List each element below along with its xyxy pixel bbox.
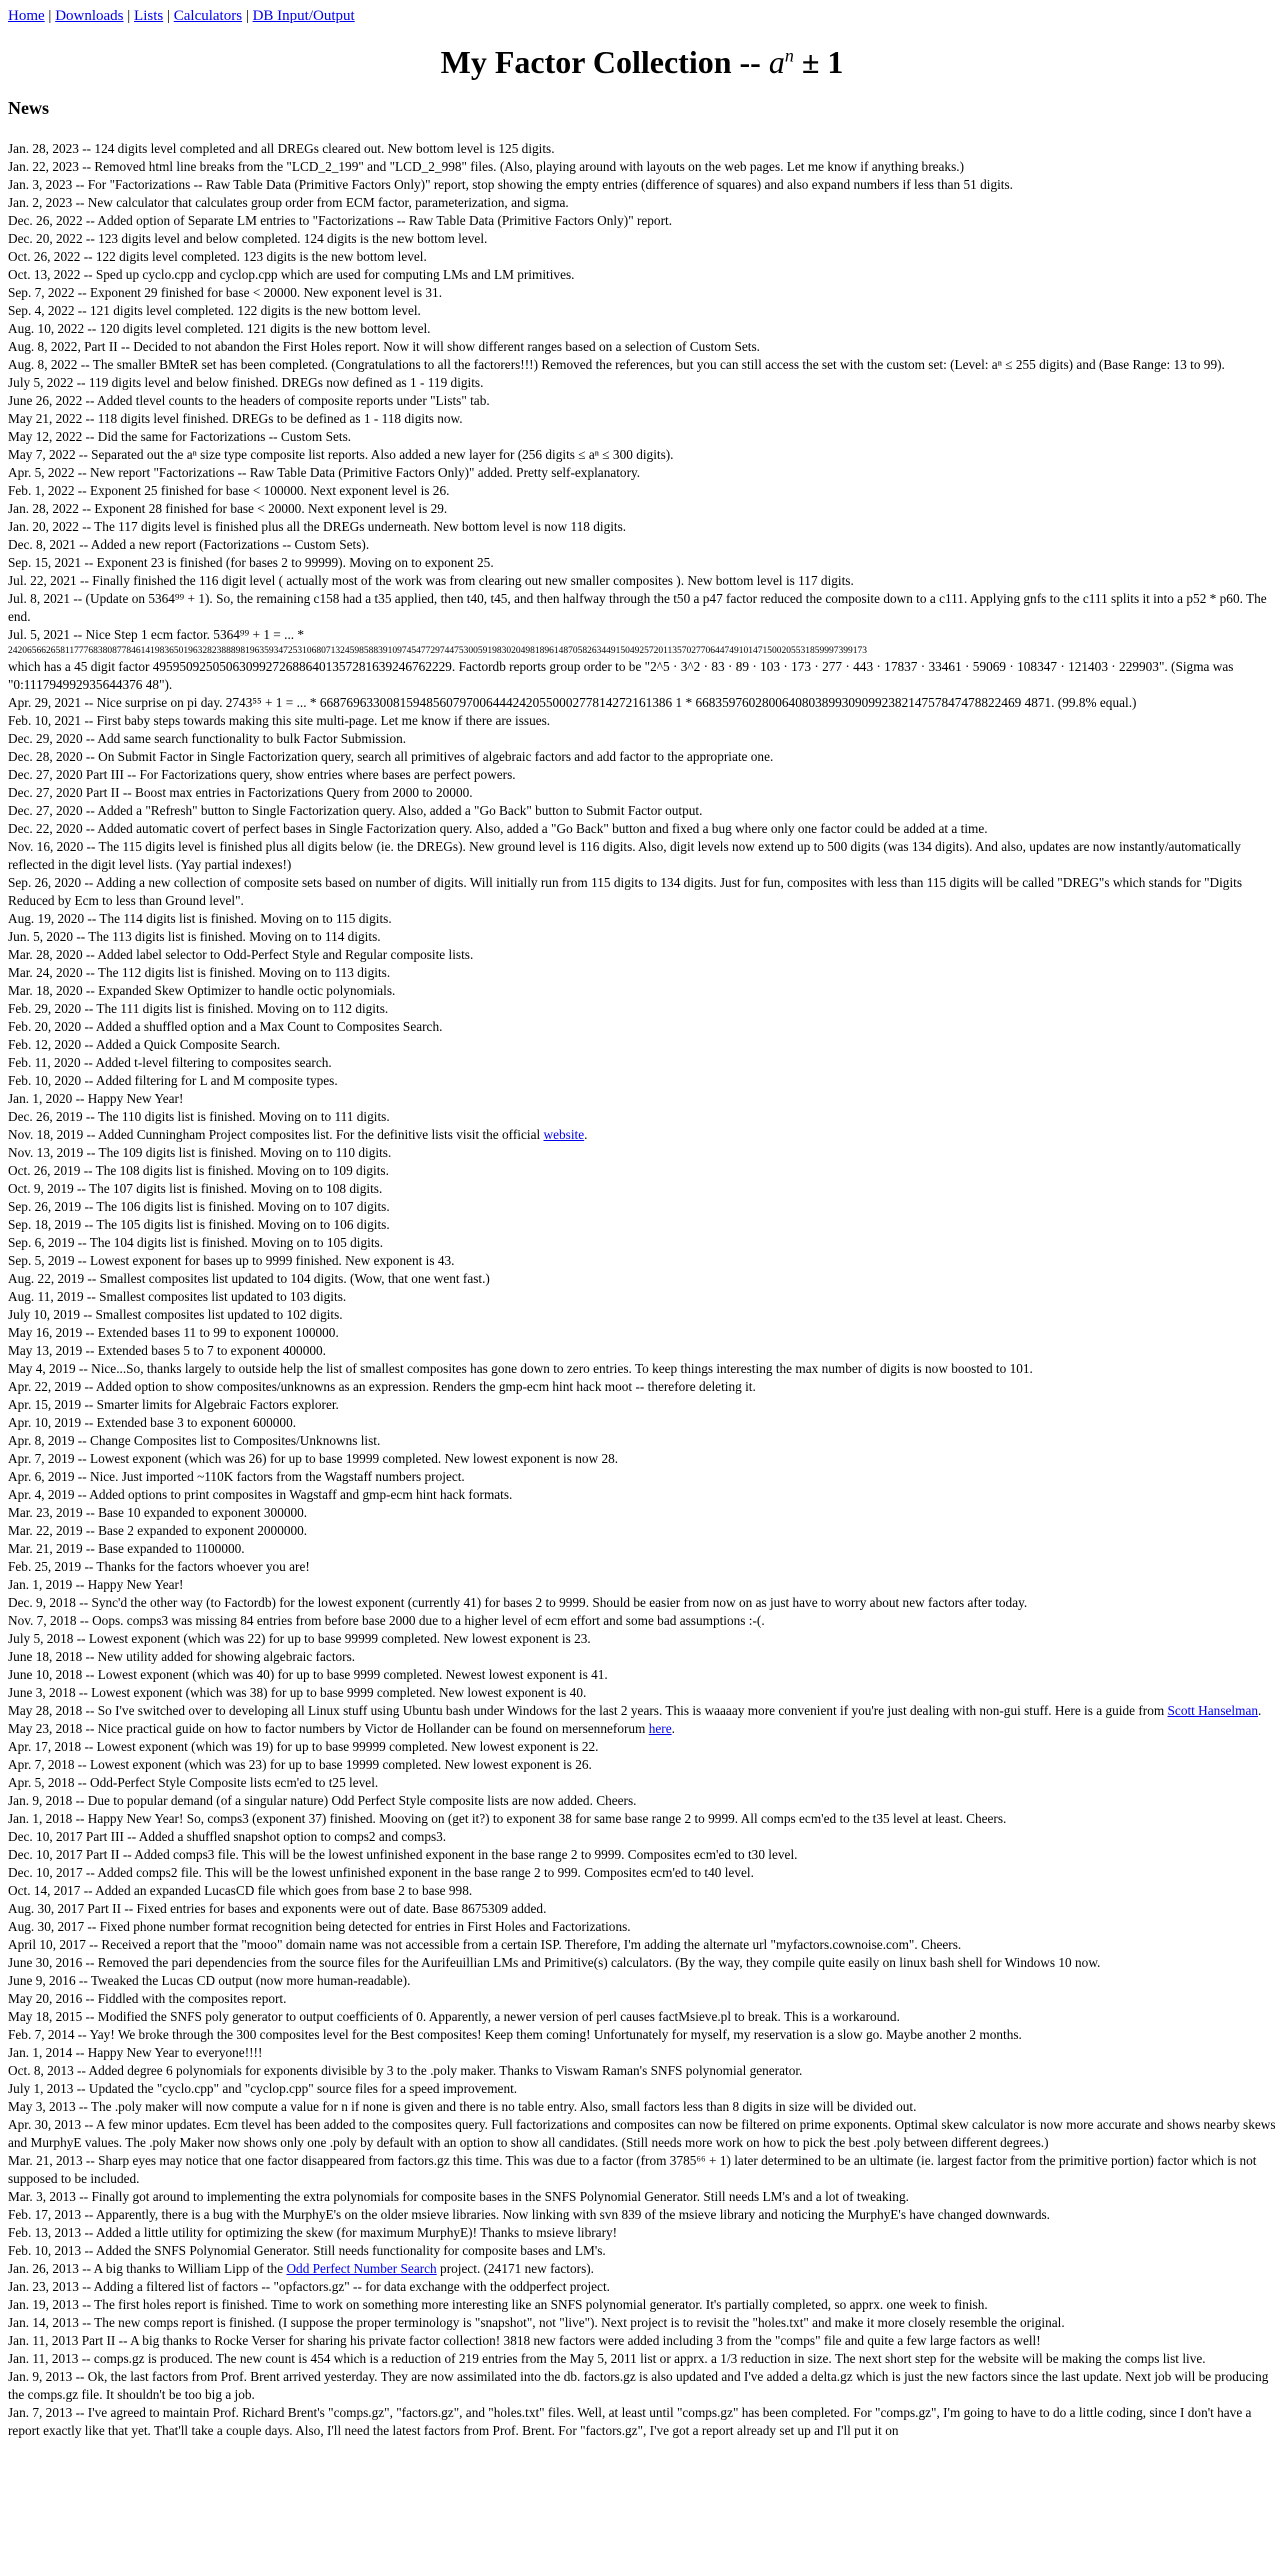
news-entry: Jan. 11, 2013 -- comps.gz is produced. The new count is 454 which is a reduction of 219 entries from the May 5, 2011 list or apprx. a 1/3 reduction in size. The next short step for the website will be making the comps list live. [8,2351,1206,2366]
news-entry: Apr. 22, 2019 -- Added option to show composites/unknowns as an expression. Renders the gmp-ecm hint hack moot -- therefore deleting it. [8,1379,756,1394]
news-entry: May 21, 2022 -- 118 digits level finished. DREGs to be defined as 1 - 118 digits now. [8,411,463,426]
news-entry: Jan. 9, 2013 -- Ok, the last factors from Prof. Brent arrived yesterday. They are now assimilated into the db. factors.gz is also updated and I've added a delta.gz which is just the new factors since the last update. Next job will be producing the comps.gz file. It shouldn't be too big a job. [8,2369,1269,2402]
page-title-text: My Factor Collection -- [440,44,761,80]
news-entry: May 23, 2018 -- Nice practical guide on how to factor numbers by Victor de Hollander can be found on mersenneforum here. [8,1721,675,1736]
news-entry: Dec. 22, 2020 -- Added automatic covert of perfect bases in Single Factorization query. Also, added a "Go Back" button and fixed a bug where only one factor could be added at a time. [8,821,988,836]
news-entry: Dec. 27, 2020 -- Added a "Refresh" button to Single Factorization query. Also, added a "Go Back" button to Submit Factor output. [8,803,703,818]
news-entry: Jan. 28, 2022 -- Exponent 28 finished for base < 20000. Next exponent level is 29. [8,501,448,516]
news-entry: Apr. 7, 2018 -- Lowest exponent (which was 23) for up to base 19999 completed. New lowest exponent is 26. [8,1757,592,1772]
nav-separator: | [48,8,52,24]
news-entry: June 26, 2022 -- Added tlevel counts to the headers of composite reports under "Lists" tab. [8,393,490,408]
news-entry: Jan. 19, 2013 -- The first holes report is finished. Time to work on something more interesting like an SNFS polynomial generator. It's partially completed, so apprx. one week to finish. [8,2297,988,2312]
news-entry: Jan. 7, 2013 -- I've agreed to maintain Prof. Richard Brent's "comps.gz", "factors.gz", and "holes.txt" files. Well, at least until "comps.gz" has been completed. For "comps.gz", I'm going to have to do a little coding, since I don't have a report exactly like that yet. That'll take a couple days. Also, I'll need the latest factors from Prof. Brent. For "factors.gz", I've got a report already set up and I'll put it on [8,2405,1252,2438]
news-entry: Jan. 1, 2020 -- Happy New Year! [8,1091,184,1106]
news-entry: Feb. 17, 2013 -- Apparently, there is a bug with the MurphyE's on the older msieve libraries. Now linking with svn 839 of the msieve library and noticing the MurphyE's have changed downwards. [8,2207,1050,2222]
news-entry: Mar. 21, 2013 -- Sharp eyes may notice that one factor disappeared from factors.gz this time. This was due to a factor (from 3785⁶⁶ + 1) later determined to be an ultimate (ie. largest factor from the primitive portion) factor which is not supposed to be included. [8,2153,1257,2186]
news-entry: Mar. 24, 2020 -- The 112 digits list is finished. Moving on to 113 digits. [8,965,391,980]
news-entry: Oct. 26, 2019 -- The 108 digits list is finished. Moving on to 109 digits. [8,1163,389,1178]
news-entry: April 10, 2017 -- Received a report that the "mooo" domain name was not accessible from a certain ISP. Therefore, I'm adding the alternate url "myfactors.cownoise.com". Cheers. [8,1937,962,1952]
news-entry: Nov. 16, 2020 -- The 115 digits level is finished plus all digits below (ie. the DREGs). New ground level is 116 digits. Also, digit levels now extend up to 500 digits (was 134 digits). And also, updates are now instantly/automatically reflected in the digit level lists. (Yay partial indexes!) [8,839,1241,872]
news-entry: Dec. 29, 2020 -- Add same search functionality to bulk Factor Submission. [8,731,407,746]
news-entry: Aug. 30, 2017 -- Fixed phone number format recognition being detected for entries in First Holes and Factorizations. [8,1919,631,1934]
news-entry: Dec. 9, 2018 -- Sync'd the other way (to Factordb) for the lowest exponent (currently 41) for bases 2 to 9999. Should be easier from now on as just have to worry about new factors after today. [8,1595,1028,1610]
news-entry: Feb. 10, 2013 -- Added the SNFS Polynomial Generator. Still needs functionality for composite bases and LM's. [8,2243,606,2258]
news-entry: Apr. 8, 2019 -- Change Composites list to Composites/Unknowns list. [8,1433,381,1448]
news-entry: Jan. 28, 2023 -- 124 digits level completed and all DREGs cleared out. New bottom level is 125 digits. [8,141,555,156]
news-entry: May 12, 2022 -- Did the same for Factorizations -- Custom Sets. [8,429,352,444]
news-entry: Jan. 11, 2013 Part II -- A big thanks to Rocke Verser for sharing his private factor collection! 3818 new factors were added including 3 from the "comps" file and quite a few large factors as well! [8,2333,1041,2348]
news-list [8,140,1276,2440]
news-entry: Dec. 10, 2017 Part III -- Added a shuffled snapshot option to comps2 and comps3. [8,1829,447,1844]
news-entry: Dec. 10, 2017 -- Added comps2 file. This will be the lowest unfinished exponent in the base range 2 to 999. Composites ecm'ed to t40 level. [8,1865,754,1880]
news-entry: Sep. 18, 2019 -- The 105 digits list is finished. Moving on to 106 digits. [8,1217,390,1232]
news-entry: Jan. 22, 2023 -- Removed html line breaks from the "LCD_2_199" and "LCD_2_998" files. (Also, playing around with layouts on the web pages. Let me know if anything breaks.) [8,159,965,174]
news-entry: Dec. 26, 2019 -- The 110 digits list is finished. Moving on to 111 digits. [8,1109,390,1124]
news-entry: Sep. 15, 2021 -- Exponent 23 is finished (for bases 2 to 99999). Moving on to exponent 25. [8,555,494,570]
top-nav [8,6,1276,26]
news-entry: Feb. 25, 2019 -- Thanks for the factors whoever you are! [8,1559,310,1574]
odd-perfect-search-link[interactable]: Odd Perfect Number Search [286,2261,437,2276]
news-entry: Feb. 10, 2020 -- Added filtering for L and M composite types. [8,1073,338,1088]
news-entry: Jan. 2, 2023 -- New calculator that calculates group order from ECM factor, parameterization, and sigma. [8,195,569,210]
news-entry: Jan. 1, 2019 -- Happy New Year! [8,1577,184,1592]
news-entry: July 1, 2013 -- Updated the "cyclo.cpp" and "cyclop.cpp" source files for a speed improvement. [8,2081,518,2096]
mersenneforum-guide-link[interactable]: here [648,1721,672,1736]
news-entry: May 16, 2019 -- Extended bases 11 to 99 to exponent 100000. [8,1325,339,1340]
news-entry: Aug. 19, 2020 -- The 114 digits list is finished. Moving on to 115 digits. [8,911,392,926]
news-entry: Aug. 11, 2019 -- Smallest composites list updated to 103 digits. [8,1289,347,1304]
news-entry: Feb. 7, 2014 -- Yay! We broke through the 300 composites level for the Best composites! Keep them coming! Unfortunately for myself, my reservation is a slow go. Maybe another 2 months. [8,2027,1022,2042]
news-entry: July 5, 2018 -- Lowest exponent (which was 22) for up to base 99999 completed. New lowest exponent is 23. [8,1631,591,1646]
news-entry: Dec. 28, 2020 -- On Submit Factor in Single Factorization query, search all primitives of algebraic factors and add factor to the appropriate one. [8,749,774,764]
scott-hanselman-link[interactable]: Scott Hanselman [1167,1703,1258,1718]
news-entry: June 10, 2018 -- Lowest exponent (which was 40) for up to base 9999 completed. Newest lowest exponent is 41. [8,1667,608,1682]
news-entry: June 30, 2016 -- Removed the pari dependencies from the source files for the Aurifeuillian LMs and Primitive(s) calculators. (By the way, they compile quite easily on linux bash shell for Windows 10 now. [8,1955,1101,1970]
news-entry: Mar. 28, 2020 -- Added label selector to Odd-Perfect Style and Regular composite lists. [8,947,474,962]
news-entry: Oct. 26, 2022 -- 122 digits level completed. 123 digits is the new bottom level. [8,249,427,264]
news-entry: Dec. 8, 2021 -- Added a new report (Factorizations -- Custom Sets). [8,537,370,552]
news-entry: May 13, 2019 -- Extended bases 5 to 7 to exponent 400000. [8,1343,326,1358]
news-entry: Dec. 26, 2022 -- Added option of Separate LM entries to "Factorizations -- Raw Table Data (Primitive Factors Only)" report. [8,213,673,228]
factor-bignum: 2420656626581177768380877846141983650196328238889819635934725310680713245985883910974547729744753005919830204981896148705826344915049257201135702770644749101471500205531859997399173 [8,646,868,656]
news-entry: Aug. 8, 2022 -- The smaller BMteR set has been completed. (Congratulations to all the factorers!!!) Removed the references, but you can still access the set with the custom set: (Level: aⁿ ≤ 255 digits) and (Base Range: 13 to 99). [8,357,1225,372]
news-entry: Oct. 13, 2022 -- Sped up cyclo.cpp and cyclop.cpp which are used for computing LMs and LM primitives. [8,267,575,282]
title-formula-exponent: n [784,45,794,66]
news-entry: Sep. 5, 2019 -- Lowest exponent for bases up to 9999 finished. New exponent is 43. [8,1253,455,1268]
news-entry: Aug. 30, 2017 Part II -- Fixed entries for bases and exponents were out of date. Base 8675309 added. [8,1901,547,1916]
news-entry: Jan. 9, 2018 -- Due to popular demand (of a singular nature) Odd Perfect Style composite lists are now added. Cheers. [8,1793,637,1808]
news-entry: Jan. 3, 2023 -- For "Factorizations -- Raw Table Data (Primitive Factors Only)" report, stop showing the empty entries (difference of squares) and also expand numbers if less than 51 digits. [8,177,1013,192]
news-entry: Apr. 10, 2019 -- Extended base 3 to exponent 600000. [8,1415,297,1430]
news-entry: Feb. 1, 2022 -- Exponent 25 finished for base < 100000. Next exponent level is 26. [8,483,450,498]
nav-db-io-link[interactable]: DB Input/Output [252,8,355,24]
nav-calculators-link[interactable]: Calculators [173,8,243,24]
news-heading: News [8,98,49,118]
news-entry: Apr. 5, 2022 -- New report "Factorizations -- Raw Table Data (Primitive Factors Only)" added. Pretty self-explanatory. [8,465,641,480]
news-entry: Jan. 23, 2013 -- Adding a filtered list of factors -- "opfactors.gz" -- for data exchange with the oddperfect project. [8,2279,610,2294]
news-entry: Nov. 18, 2019 -- Added Cunningham Project composites list. For the definitive lists visit the official website. [8,1127,588,1142]
news-entry: Jan. 26, 2013 -- A big thanks to William Lipp of the Odd Perfect Number Search project. (24171 new factors). [8,2261,595,2276]
news-entry: Apr. 29, 2021 -- Nice surprise on pi day. 2743⁵⁵ + 1 = ... * 66876963300815948560797006444242055000277814272161386 1 * 6683597602800640803899309099238214757847478822469 4871. (99.8% equal.) [8,695,1137,710]
news-entry: Jul. 5, 2021 -- Nice Step 1 ecm factor. 5364⁹⁹ + 1 = ... * [8,627,305,642]
news-entry: Sep. 26, 2019 -- The 106 digits list is finished. Moving on to 107 digits. [8,1199,390,1214]
news-entry: Dec. 27, 2020 Part III -- For Factorizations query, show entries where bases are perfect powers. [8,767,516,782]
nav-separator: | [245,8,249,24]
nav-separator: | [127,8,131,24]
news-entry: Sep. 26, 2020 -- Adding a new collection of composite sets based on number of digits. Will initially run from 115 digits to 134 digits. Just for fun, composites with less than 115 digits will be called "DREG"s which stands for "Digits Reduced by Ecm to less than Ground level". [8,875,1243,908]
news-entry: Mar. 21, 2019 -- Base expanded to 1100000. [8,1541,245,1556]
news-entry: Mar. 18, 2020 -- Expanded Skew Optimizer to handle octic polynomials. [8,983,396,998]
news-entry: June 3, 2018 -- Lowest exponent (which was 38) for up to base 9999 completed. New lowest exponent is 40. [8,1685,587,1700]
news-entry: Dec. 27, 2020 Part II -- Boost max entries in Factorizations Query from 2000 to 20000. [8,785,473,800]
news-entry: Jan. 14, 2013 -- The new comps report is finished. (I suppose the proper terminology is "snapshot", not "live"). Next project is to revisit the "holes.txt" and make it more closely resemble the original. [8,2315,1065,2330]
title-formula-tail: ± 1 [801,44,844,80]
news-entry: Mar. 23, 2019 -- Base 10 expanded to exponent 300000. [8,1505,308,1520]
news-entry: Nov. 13, 2019 -- The 109 digits list is finished. Moving on to 110 digits. [8,1145,392,1160]
news-entry: Sep. 7, 2022 -- Exponent 29 finished for base < 20000. New exponent level is 31. [8,285,443,300]
news-entry: Feb. 20, 2020 -- Added a shuffled option and a Max Count to Composites Search. [8,1019,443,1034]
news-entry: Apr. 7, 2019 -- Lowest exponent (which was 26) for up to base 19999 completed. New lowest exponent is now 28. [8,1451,619,1466]
news-entry: July 10, 2019 -- Smallest composites list updated to 102 digits. [8,1307,343,1322]
news-entry: May 7, 2022 -- Separated out the aⁿ size type composite list reports. Also added a new layer for (256 digits ≤ aⁿ ≤ 300 digits). [8,447,674,462]
news-entry: Feb. 12, 2020 -- Added a Quick Composite Search. [8,1037,281,1052]
page-title [8,42,1276,82]
news-entry: May 4, 2019 -- Nice...So, thanks largely to outside help the list of smallest composites has gone down to zero entries. To keep things interesting the max number of digits is now boosted to 101. [8,1361,1033,1376]
news-entry: July 5, 2022 -- 119 digits level and below finished. DREGs now defined as 1 - 119 digits. [8,375,484,390]
news-entry: Mar. 22, 2019 -- Base 2 expanded to exponent 2000000. [8,1523,308,1538]
news-entry: June 9, 2016 -- Tweaked the Lucas CD output (now more human-readable). [8,1973,411,1988]
news-entry: Aug. 22, 2019 -- Smallest composites list updated to 104 digits. (Wow, that one went fast.) [8,1271,490,1286]
news-entry: Nov. 7, 2018 -- Oops. comps3 was missing 84 entries from before base 2000 due to a higher level of ecm effort and some bad assumptions :-(. [8,1613,765,1628]
news-entry: Dec. 10, 2017 Part II -- Added comps3 file. This will be the lowest unfinished exponent in the base range 2 to 9999. Composites ecm'ed to t30 level. [8,1847,798,1862]
news-entry: May 18, 2015 -- Modified the SNFS poly generator to output coefficients of 0. Apparently, a newer version of perl causes factMsieve.pl to break. This is a workaround. [8,2009,900,2024]
news-entry: Sep. 6, 2019 -- The 104 digits list is finished. Moving on to 105 digits. [8,1235,384,1250]
news-entry: Jan. 1, 2014 -- Happy New Year to everyone!!!! [8,2045,263,2060]
news-entry: Feb. 10, 2021 -- First baby steps towards making this site multi-page. Let me know if there are issues. [8,713,551,728]
news-entry: May 28, 2018 -- So I've switched over to developing all Linux stuff using Ubuntu bash under Windows for the last 2 years. This is waaaay more convenient if you're just dealing with non-gui stuff. Here is a guide from Scott Hanselman. [8,1703,1262,1718]
news-entry: Apr. 17, 2018 -- Lowest exponent (which was 19) for up to base 99999 completed. New lowest exponent is 22. [8,1739,599,1754]
news-entry: Apr. 5, 2018 -- Odd-Perfect Style Composite lists ecm'ed to t25 level. [8,1775,379,1790]
nav-lists-link[interactable]: Lists [134,8,164,24]
news-entry: Jul. 8, 2021 -- (Update on 5364⁹⁹ + 1). So, the remaining c158 had a t35 applied, then t40, t45, and then halfway through the t50 a p47 factor reduced the composite down to a c111. Applying gnfs to the c111 splits it into a p52 * p60. The end. [8,591,1267,624]
news-entry: Apr. 30, 2013 -- A few minor updates. Ecm tlevel has been added to the composites query. Full factorizations and composites can now be filtered on prime exponents. Optimal skew calculator is now more accurate and shows nearby skews and MurphyE values. The .poly Maker now shows only one .poly by default with an option to show all candidates. (Still needs more work on how to pick the best .poly between different degrees.) [8,2117,1276,2150]
news-entry: Oct. 8, 2013 -- Added degree 6 polynomials for exponents divisible by 3 to the .poly maker. Thanks to Viswam Raman's SNFS polynomial generator. [8,2063,803,2078]
news-entry: Aug. 8, 2022, Part II -- Decided to not abandon the First Holes report. Now it will show different ranges based on a selection of Custom Sets. [8,339,760,354]
news-entry: Oct. 9, 2019 -- The 107 digits list is finished. Moving on to 108 digits. [8,1181,383,1196]
news-entry: Sep. 4, 2022 -- 121 digits level completed. 122 digits is the new bottom level. [8,303,421,318]
news-entry: Mar. 3, 2013 -- Finally got around to implementing the extra polynomials for composite bases in the SNFS Polynomial Generator. Still needs LM's and a lot of tweaking. [8,2189,909,2204]
news-entry: May 3, 2013 -- The .poly maker will now compute a value for n if none is given and there is no table entry. Also, small factors less than 8 digits in size will be divided out. [8,2099,917,2114]
news-entry: Jun. 5, 2020 -- The 113 digits list is finished. Moving on to 114 digits. [8,929,381,944]
news-entry: Apr. 4, 2019 -- Added options to print composites in Wagstaff and gmp-ecm hint hack formats. [8,1487,513,1502]
news-entry: Feb. 29, 2020 -- The 111 digits list is finished. Moving on to 112 digits. [8,1001,389,1016]
news-entry: June 18, 2018 -- New utility added for showing algebraic factors. [8,1649,356,1664]
news-entry: Dec. 20, 2022 -- 123 digits level and below completed. 124 digits is the new bottom level. [8,231,488,246]
news-entry: May 20, 2016 -- Fiddled with the composites report. [8,1991,287,2006]
news-entry: Jan. 1, 2018 -- Happy New Year! So, comps3 (exponent 37) finished. Mooving on (get it?) to exponent 38 for same base range 2 to 9999. All comps ecm'ed to the t35 level at least. Cheers. [8,1811,1007,1826]
news-entry: Aug. 10, 2022 -- 120 digits level completed. 121 digits is the new bottom level. [8,321,431,336]
cunningham-website-link[interactable]: website [543,1127,585,1142]
news-entry: Jul. 22, 2021 -- Finally finished the 116 digit level ( actually most of the work was from clearing out new smaller composites ). New bottom level is 117 digits. [8,573,854,588]
news-entry: Jan. 20, 2022 -- The 117 digits level is finished plus all the DREGs underneath. New bottom level is now 118 digits. [8,519,627,534]
news-entry: Apr. 6, 2019 -- Nice. Just imported ~110K factors from the Wagstaff numbers project. [8,1469,465,1484]
nav-home-link[interactable]: Home [8,8,45,24]
nav-separator: | [166,8,170,24]
title-formula-base: a [768,44,785,80]
news-entry: which has a 45 digit factor 495950925050630992726886401357281639246762229. Factordb reports group order to be "2^5 · 3^2 · 83 · 89 · 103 · 173 · 277 · 443 · 17837 · 33461 · 59069 · 108347 · 121403 · 229903". (Sigma was "0:111794992935644376 48"). [8,659,1234,692]
news-entry: Apr. 15, 2019 -- Smarter limits for Algebraic Factors explorer. [8,1397,339,1412]
news-entry: Oct. 14, 2017 -- Added an expanded LucasCD file which goes from base 2 to base 998. [8,1883,473,1898]
news-entry: Feb. 11, 2020 -- Added t-level filtering to composites search. [8,1055,332,1070]
nav-downloads-link[interactable]: Downloads [55,8,124,24]
news-entry: Feb. 13, 2013 -- Added a little utility for optimizing the skew (for maximum MurphyE)! Thanks to msieve library! [8,2225,618,2240]
